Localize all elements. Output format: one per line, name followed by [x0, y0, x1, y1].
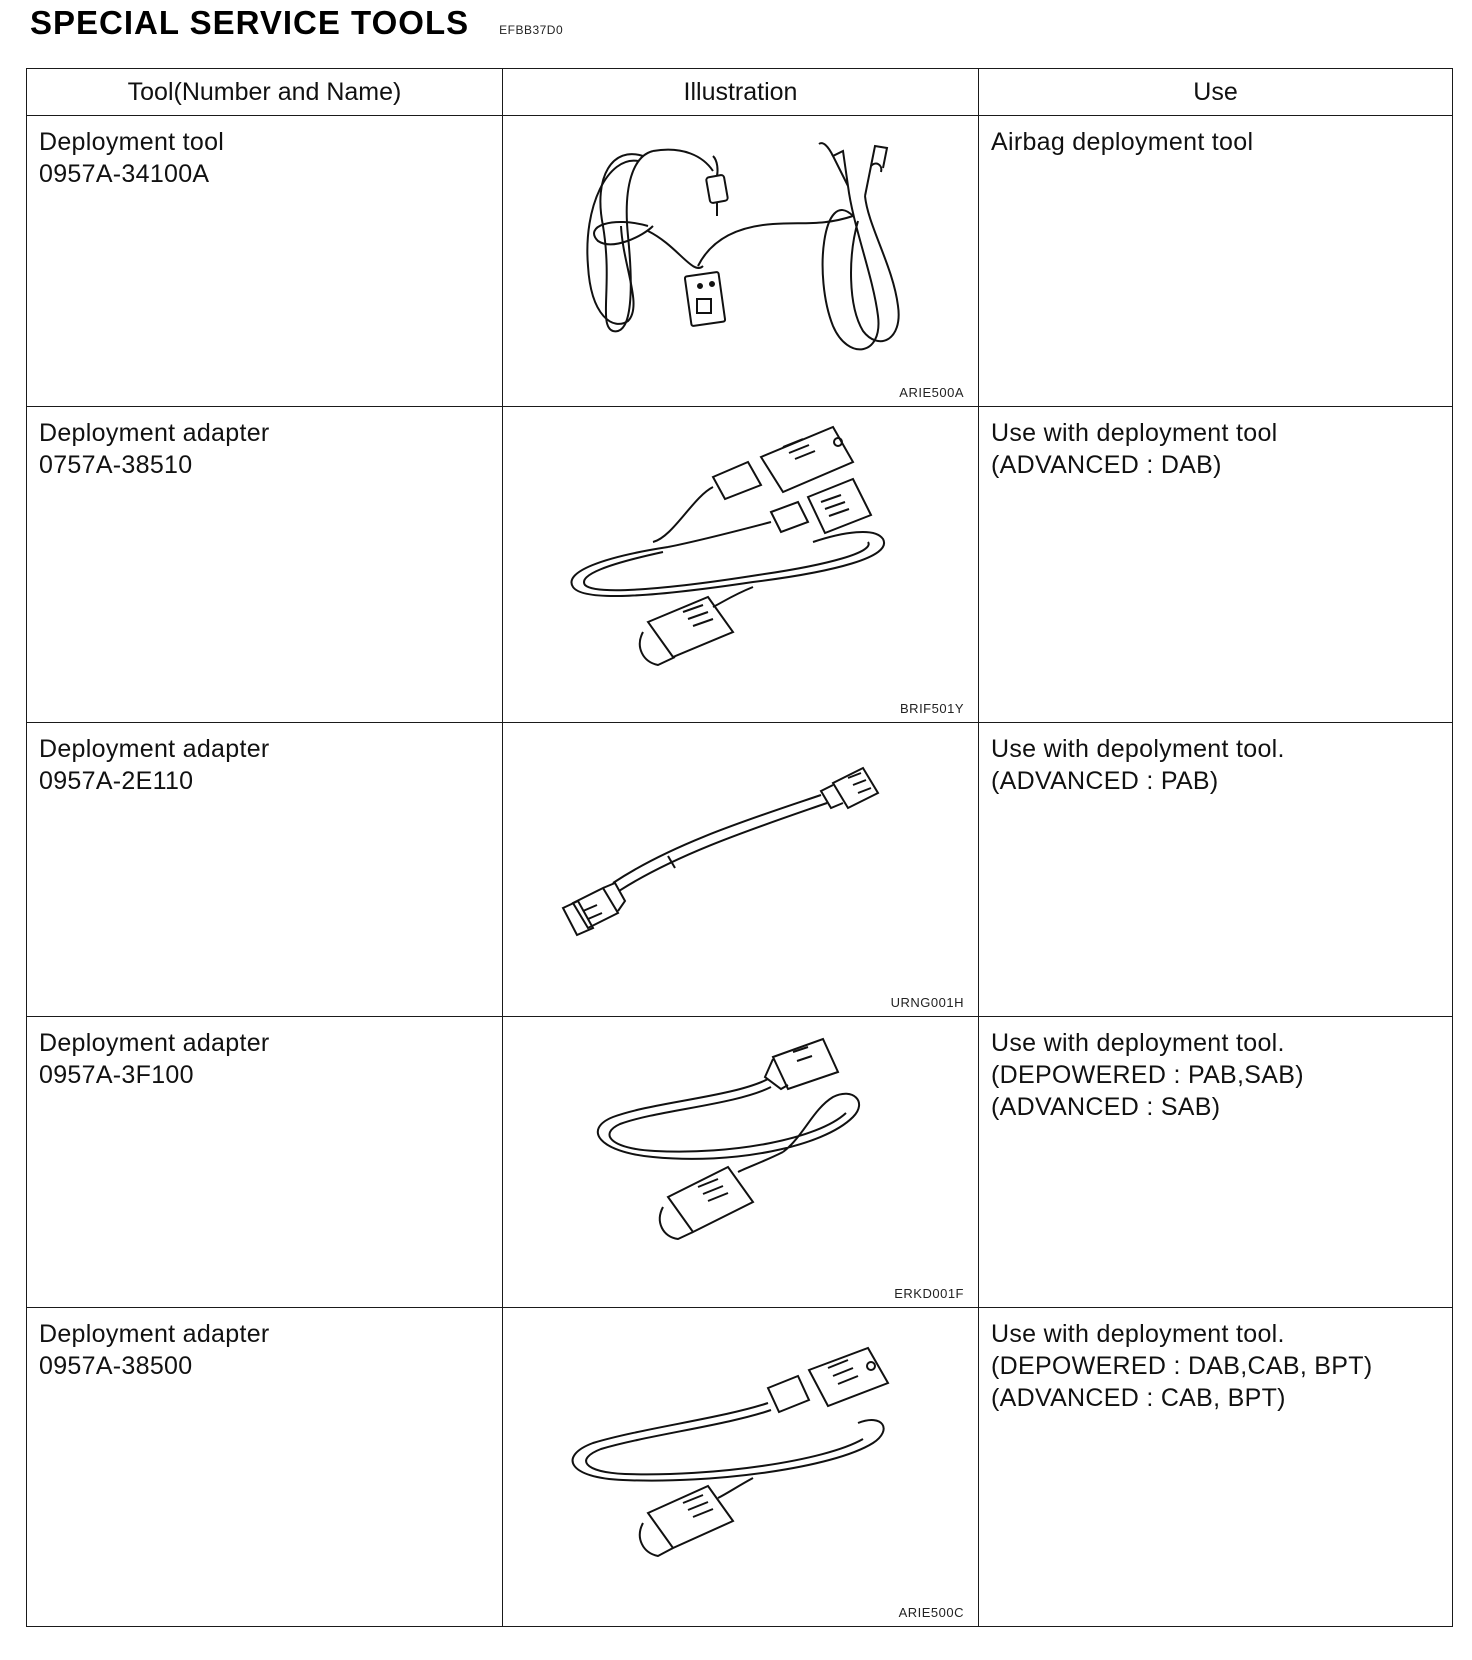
tool-cell — [27, 116, 503, 407]
use-line: Use with depolyment tool. — [991, 735, 1285, 763]
figure-code: URNG001H — [890, 995, 964, 1010]
looped-connector-adapter-icon — [503, 1308, 979, 1626]
use-line: (DEPOWERED : DAB,CAB, BPT) — [991, 1352, 1373, 1380]
use-line: (ADVANCED : DAB) — [991, 451, 1222, 479]
use-line: Use with deployment tool — [991, 419, 1278, 447]
table-row — [27, 407, 1453, 723]
tool-number: 0957A-38500 — [39, 1352, 193, 1380]
title-row — [30, 4, 563, 52]
tool-number: 0957A-34100A — [39, 160, 210, 188]
illustration-cell — [503, 116, 979, 407]
use-line: Airbag deployment tool — [991, 128, 1254, 156]
use-line: (ADVANCED : SAB) — [991, 1093, 1221, 1121]
use-line: Use with deployment tool. — [991, 1320, 1285, 1348]
illustration-cell — [503, 1308, 979, 1627]
figure-code: ERKD001F — [894, 1286, 964, 1301]
table-row — [27, 723, 1453, 1017]
tool-name: Deployment adapter — [39, 419, 270, 447]
illustration-cell — [503, 1017, 979, 1308]
column-header-illustration: Illustration — [503, 69, 979, 116]
table-row — [27, 1017, 1453, 1308]
tool-name: Deployment adapter — [39, 735, 270, 763]
tool-name: Deployment tool — [39, 128, 225, 156]
tool-number: 0957A-2E110 — [39, 767, 194, 795]
page-title: SPECIAL SERVICE TOOLS — [30, 4, 470, 41]
table-row — [27, 116, 1453, 407]
tool-cell — [27, 407, 503, 723]
tool-number: 0957A-3F100 — [39, 1061, 194, 1089]
straight-adapter-cable-icon — [503, 723, 979, 1016]
figure-code: ARIE500A — [899, 385, 964, 400]
table-header-row — [27, 69, 1453, 116]
tool-name: Deployment adapter — [39, 1029, 270, 1057]
use-line: Use with deployment tool. — [991, 1029, 1285, 1057]
table-row — [27, 1308, 1453, 1627]
special-service-tools-table — [26, 68, 1453, 1627]
figure-code: BRIF501Y — [900, 701, 964, 716]
use-line: (DEPOWERED : PAB,SAB) — [991, 1061, 1304, 1089]
deployment-tool-harness-icon — [503, 116, 979, 406]
column-header-use: Use — [979, 69, 1453, 116]
tool-name: Deployment adapter — [39, 1320, 270, 1348]
illustration-cell — [503, 407, 979, 723]
use-line: (ADVANCED : CAB, BPT) — [991, 1384, 1286, 1412]
use-line: (ADVANCED : PAB) — [991, 767, 1219, 795]
column-header-tool: Tool(Number and Name) — [27, 69, 503, 116]
illustration-cell — [503, 723, 979, 1017]
tool-cell — [27, 1017, 503, 1308]
tool-cell — [27, 1308, 503, 1627]
tool-number: 0757A-38510 — [39, 451, 193, 479]
tool-cell — [27, 723, 503, 1017]
use-cell — [979, 1017, 1453, 1308]
use-cell — [979, 723, 1453, 1017]
figure-code: ARIE500C — [898, 1605, 964, 1620]
looped-adapter-cable-icon — [503, 1017, 979, 1307]
use-cell — [979, 407, 1453, 723]
dual-connector-adapter-icon — [503, 407, 979, 722]
use-cell — [979, 116, 1453, 407]
use-cell — [979, 1308, 1453, 1627]
reference-code: EFBB37D0 — [499, 23, 564, 37]
